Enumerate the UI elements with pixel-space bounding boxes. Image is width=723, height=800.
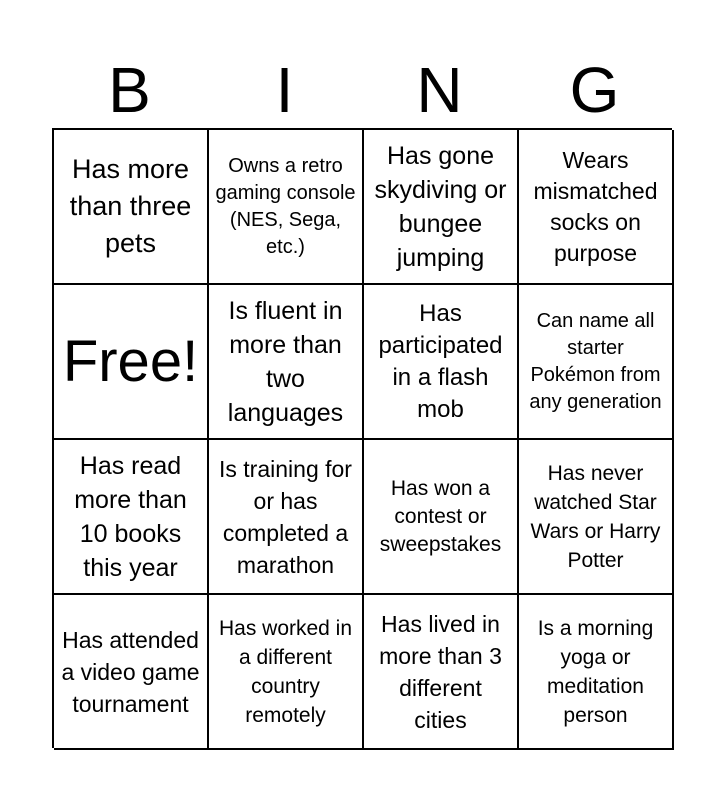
bingo-cell[interactable] [209, 595, 364, 750]
free-space-text: Free! [62, 328, 199, 394]
bingo-cell[interactable] [364, 285, 519, 440]
bingo-cell[interactable] [519, 130, 674, 285]
bingo-cell[interactable] [364, 440, 519, 595]
cell-text: Has lived in more than 3 different cities [379, 610, 502, 733]
bingo-cell[interactable] [519, 440, 674, 595]
cell-text: Has gone skydiving or bungee jumping [374, 141, 507, 272]
cell-text: Has worked in a different country remotely [218, 616, 353, 727]
bingo-cell[interactable] [209, 440, 364, 595]
bingo-cell[interactable] [519, 595, 674, 750]
bingo-cell[interactable] [54, 595, 209, 750]
cell-text: Has never watched Star Wars or Harry Potter [530, 461, 661, 572]
bingo-cell[interactable] [54, 130, 209, 285]
bingo-header [52, 50, 672, 130]
bingo-cell[interactable] [364, 130, 519, 285]
cell-text: Has attended a video game tournament [61, 626, 200, 717]
bingo-cell[interactable] [364, 595, 519, 750]
cell-text: Is fluent in more than two languages [227, 296, 344, 427]
bingo-cell[interactable] [519, 285, 674, 440]
cell-text: Wears mismatched socks on purpose [533, 146, 658, 266]
cell-text: Has read more than 10 books this year [74, 451, 187, 582]
bingo-cell[interactable] [54, 440, 209, 595]
header-letter-b: B [108, 54, 151, 126]
header-letter-n: N [416, 54, 463, 126]
cell-text: Is a morning yoga or meditation person [537, 616, 654, 727]
cell-text: Has more than three pets [69, 154, 192, 258]
cell-text: Is training for or has completed a marathon [219, 455, 352, 578]
cell-text: Can name all starter Pokémon from any generation [529, 309, 662, 413]
header-letter-i: I [275, 54, 294, 126]
cell-text: Owns a retro gaming console (NES, Sega, etc.) [215, 154, 356, 258]
cell-text: Has won a contest or sweepstakes [379, 476, 502, 556]
header-letter-g: G [569, 54, 620, 126]
cell-text: Has participated in a flash mob [378, 299, 503, 423]
bingo-cell[interactable] [209, 285, 364, 440]
bingo-board [52, 128, 672, 748]
bingo-cell[interactable] [209, 130, 364, 285]
free-space-cell[interactable] [54, 285, 209, 440]
